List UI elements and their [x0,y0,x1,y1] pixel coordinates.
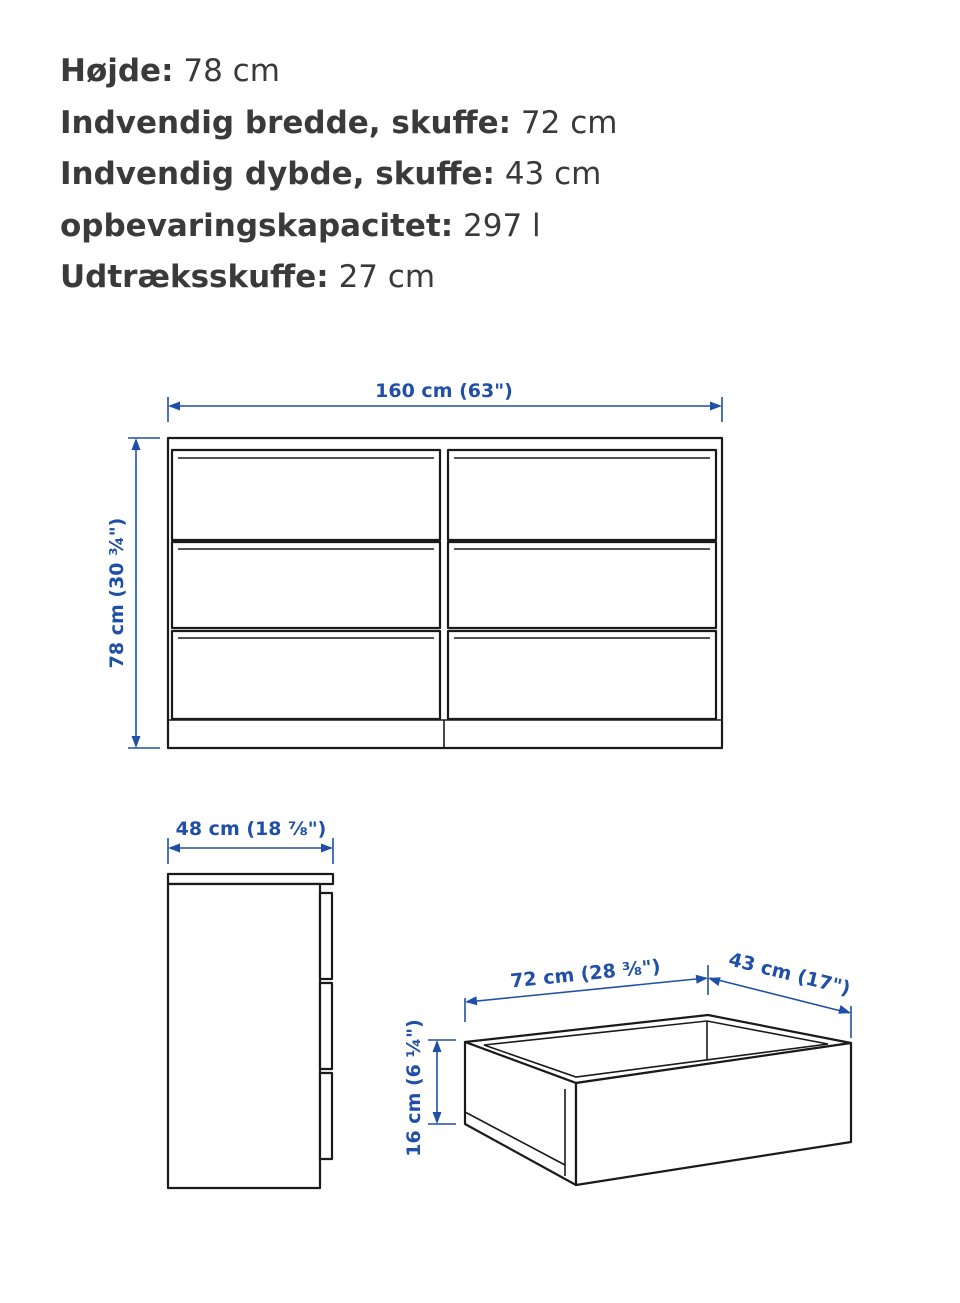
front-width-dimension [168,380,722,422]
spec-value: 27 cm [338,259,436,295]
side-view [168,818,333,1188]
spec-value: 297 l [463,207,541,244]
front-height-label: 78 cm (30 ¾") [106,517,128,669]
side-depth-label: 48 cm (18 ⅞") [175,818,327,840]
drawer-box [465,1015,851,1185]
drawer-height-label: 16 cm (6 ¼") [403,1019,425,1157]
drawer-front [172,450,440,540]
spec-label: opbevaringskapacitet: [60,207,454,244]
drawer-height-dimension [403,1019,456,1157]
spec-label: Indvendig dybde, skuffe: [60,156,495,192]
spec-label: Indvendig bredde, skuffe: [60,104,512,141]
front-width-label: 160 cm (63") [375,380,513,402]
side-depth-dimension [168,818,333,864]
drawer-front [448,542,716,628]
drawer-front [448,631,716,719]
spec-value: 43 cm [504,156,602,192]
drawer-front [172,631,440,719]
front-height-dimension [106,438,160,748]
drawer-front [172,542,440,628]
drawer-front [448,450,716,540]
spec-label: Udtræksskuffe: [60,259,329,295]
spec-value: 78 cm [183,53,280,89]
dresser-side [168,874,333,1188]
drawer-width-label: 72 cm (28 ⅜") [509,955,662,993]
drawer-width-dimension [465,956,708,1022]
spec-label: Højde: [60,53,174,89]
drawer-depth-label: 43 cm (17") [726,948,853,1000]
drawer-view [403,948,852,1185]
front-view [106,380,722,748]
spec-value: 72 cm [520,104,618,141]
dresser-front [168,438,722,748]
